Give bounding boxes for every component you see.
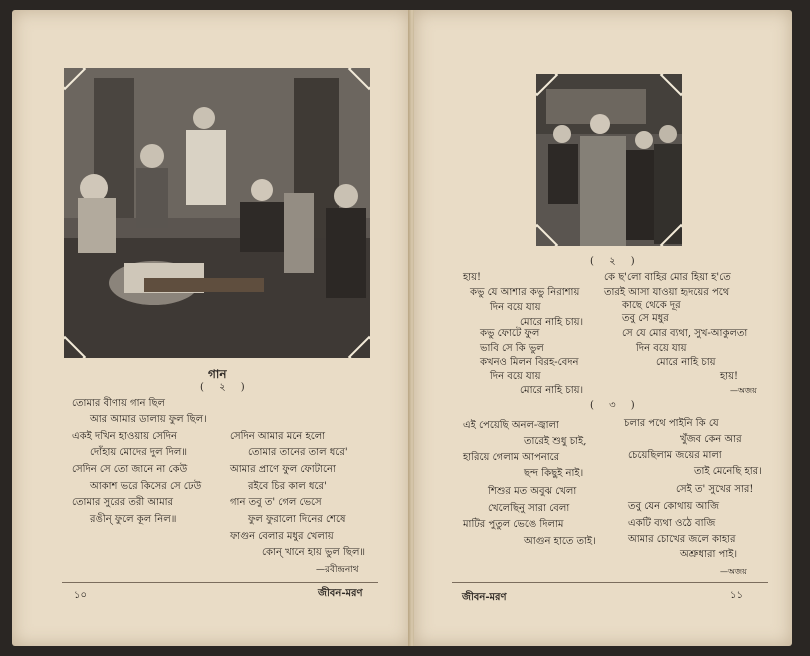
lyric-line: আগুন হাতে তাই। — [524, 536, 596, 547]
song-number: ( ২ ) — [200, 382, 251, 393]
lyric-line: রইবে চির কাল ধরে' — [248, 481, 327, 492]
lyric-line: তারই আসা যাওয়া হৃদয়ের পথে — [604, 287, 730, 298]
film-still-left — [64, 68, 370, 358]
lyric-line: ভাবি সে কি ভুল — [480, 343, 544, 354]
footer-title: জীবন-মরণ — [318, 588, 363, 599]
lyric-line: কোন্ খানে হায় ভুল ছিল॥ — [262, 547, 366, 558]
lyric-line: কভু ফোটে ফুল — [480, 328, 540, 339]
lyric-line: তোমার সুরের তরী আমার — [72, 497, 174, 508]
lyric-line: তারেই শুধু চাই, — [524, 436, 587, 447]
lyric-line: দিন বয়ে যায় — [490, 371, 541, 382]
lyric-line: তাই মেনেছি হার। — [694, 466, 762, 477]
film-still-right — [536, 74, 682, 246]
lyric-line: একটি ব্যথা ওঠে বাজি — [628, 518, 716, 529]
footer-rule — [62, 582, 378, 583]
lyric-line: শিশুর মত অবুঝ খেলা — [488, 486, 577, 497]
lyric-line: সেই ত' সুখের সার! — [676, 484, 754, 495]
lyric-line: আর আমার ডালায় ফুল ছিল। — [90, 414, 207, 425]
lyric-line: তবু সে মধুর — [622, 313, 669, 324]
lyric-line: দোঁহায় মোদের দুল দিল॥ — [90, 447, 187, 458]
lyric-line: হারিয়ে গেলাম আপনারে — [463, 452, 560, 463]
lyric-line: তবু যেন কোথায় আজি — [628, 501, 720, 512]
lyric-line: হায়! — [463, 272, 482, 283]
lyric-line: কখনও মিলন বিরহ-বেদন — [480, 357, 579, 368]
lyric-line: চেয়েছিলাম জয়ের মালা — [628, 450, 722, 461]
footer-title: জীবন-মরণ — [462, 592, 507, 603]
lyric-line: এই পেয়েছি অনল-জ্বালা — [463, 420, 559, 431]
lyric-line: মোরে নাহি চায়। — [520, 317, 584, 328]
lyric-line: কভু যে আশার কভু নিরাশায় — [470, 287, 580, 298]
page-number: ১০ — [74, 590, 87, 601]
lyric-line: মাটির পুতুল ভেঙে দিলাম — [463, 519, 564, 530]
lyric-line: আমার চোখের জলে কাহার — [628, 534, 736, 545]
lyric-line: ফাগুন বেলার মধুর খেলায় — [230, 531, 334, 542]
lyric-line: আকাশ ভরে কিসের সে ঢেউ — [90, 481, 202, 492]
lyric-line: ছন্দ কিছুই নাই। — [524, 468, 584, 479]
lyric-line: গান তবু ত' গেল ভেসে — [230, 497, 322, 508]
song-number: ( ৩ ) — [590, 400, 641, 411]
lyric-line: ফুল ফুরালো দিনের শেষে — [248, 514, 346, 525]
lyric-line: দিন বয়ে যায় — [636, 343, 687, 354]
lyric-line: অশ্রুধারা পাই। — [680, 549, 738, 560]
footer-rule — [452, 582, 768, 583]
lyric-line: সেদিন সে তো জানে না কেউ — [72, 464, 188, 475]
film-still-left-image — [64, 68, 370, 358]
lyric-line: একই দখিন হাওয়ায় সেদিন — [72, 431, 177, 442]
film-still-right-image — [536, 74, 682, 246]
lyric-line: তোমার তানের তাল ধরে' — [248, 447, 348, 458]
credit: —রবীন্দ্রনাথ — [316, 565, 359, 575]
lyric-line: খুঁজব কেন আর — [680, 434, 742, 445]
credit: —অজয় — [720, 567, 747, 576]
lyric-line: কাছে থেকে দূর — [622, 300, 681, 311]
song-number: ( ২ ) — [590, 256, 641, 267]
credit: —অজয় — [730, 386, 757, 395]
lyric-line: সেদিন আমার মনে হলো — [230, 431, 326, 442]
lyric-line: সে যে মোর ব্যথা, সুখ-আকুলতা — [622, 328, 748, 339]
song-title: গান — [208, 367, 227, 381]
lyric-line: দিন বয়ে যায় — [490, 302, 541, 313]
lyric-line: চলার পথে পাইনি কি যে — [624, 418, 719, 429]
lyric-line: তোমার বীণায় গান ছিল — [72, 398, 166, 409]
lyric-line: কে ছ'লো বাহির মোর হিয়া হ'তে — [604, 272, 731, 283]
lyric-line: মোরে নাহি চায়। — [520, 385, 584, 396]
lyric-line: আমার প্রাণে ফুল ফোটানো — [230, 464, 336, 475]
lyric-line: হায়! — [720, 371, 739, 382]
lyric-line: মোরে নাহি চায় — [656, 357, 716, 368]
lyric-line: রঙীন্ ফুলে কূল নিল॥ — [90, 514, 177, 525]
lyric-line: খেলেছিনু সারা বেলা — [488, 503, 570, 514]
page-number: ১১ — [730, 590, 743, 601]
